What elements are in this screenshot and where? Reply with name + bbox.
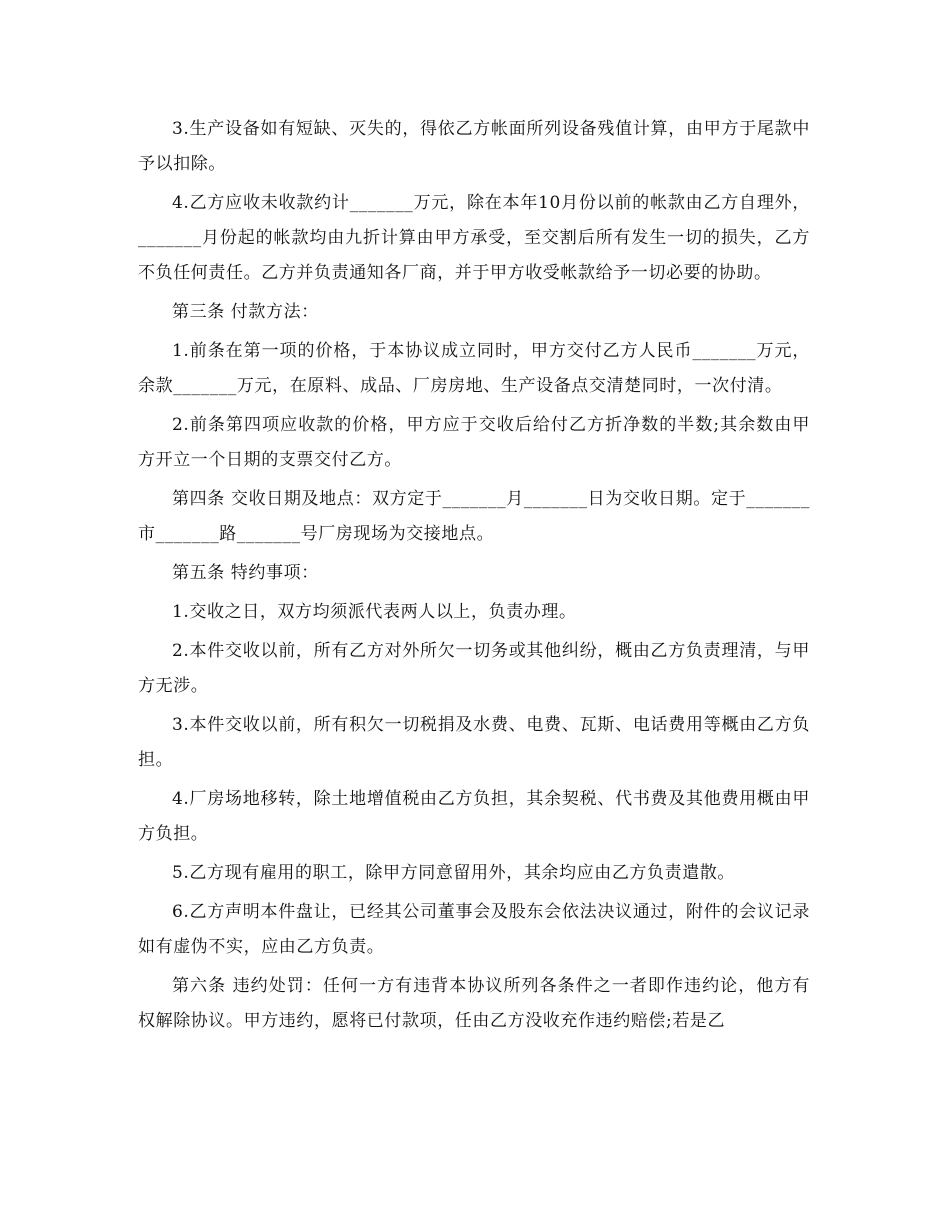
article-4-delivery: 第四条 交收日期及地点：双方定于_______月_______日为交收日期。定于_______市_______路_______号厂房现场为交接地点。	[138, 489, 810, 544]
article-3-heading: 第三条 付款方法：	[172, 302, 319, 322]
document-page	[138, 112, 810, 1043]
paragraph-special-2: 2.本件交收以前，所有乙方对外所欠一切务或其他纠纷，概由乙方负责理清，与甲方无涉。	[138, 641, 810, 696]
paragraph-special-3: 3.本件交收以前，所有积欠一切税捐及水费、电费、瓦斯、电话费用等概由乙方负担。	[138, 715, 810, 770]
article-6-penalty: 第六条 违约处罚：任何一方有违背本协议所列各条件之一者即作违约论，他方有权解除协议。甲方违约，愿将已付款项，任由乙方没收充作违约赔偿;若是乙	[138, 976, 810, 1031]
paragraph-special-6: 6.乙方声明本件盘让，已经其公司董事会及股东会依法决议通过，附件的会议记录如有虚伪不实，应由乙方负责。	[138, 902, 810, 957]
paragraph-equipment-shortage: 3.生产设备如有短缺、灭失的，得依乙方帐面所列设备残值计算，由甲方于尾款中予以扣除。	[138, 119, 810, 174]
paragraph-payment-2: 2.前条第四项应收款的价格，甲方应于交收后给付乙方折净数的半数;其余数由甲方开立一个日期的支票交付乙方。	[138, 415, 810, 470]
article-5-heading: 第五条 特约事项：	[172, 563, 319, 583]
paragraph-special-4: 4.厂房场地移转，除土地增值税由乙方负担，其余契税、代书费及其他费用概由甲方负担。	[138, 789, 810, 844]
paragraph-receivables: 4.乙方应收未收款约计_______万元，除在本年10月份以前的帐款由乙方自理外，_______月份起的帐款均由九折计算由甲方承受，至交割后所有发生一切的损失，乙方不负任何责任。乙方并负责通知各厂商，并于甲方收受帐款给予一切必要的协助。	[138, 193, 810, 283]
paragraph-special-1: 1.交收之日，双方均须派代表两人以上，负责办理。	[172, 602, 577, 622]
paragraph-payment-1: 1.前条在第一项的价格，于本协议成立同时，甲方交付乙方人民币_______万元，余款_______万元，在原料、成品、厂房房地、生产设备点交清楚同时，一次付清。	[138, 341, 810, 396]
paragraph-special-5: 5.乙方现有雇用的职工，除甲方同意留用外，其余均应由乙方负责遣散。	[172, 863, 736, 883]
